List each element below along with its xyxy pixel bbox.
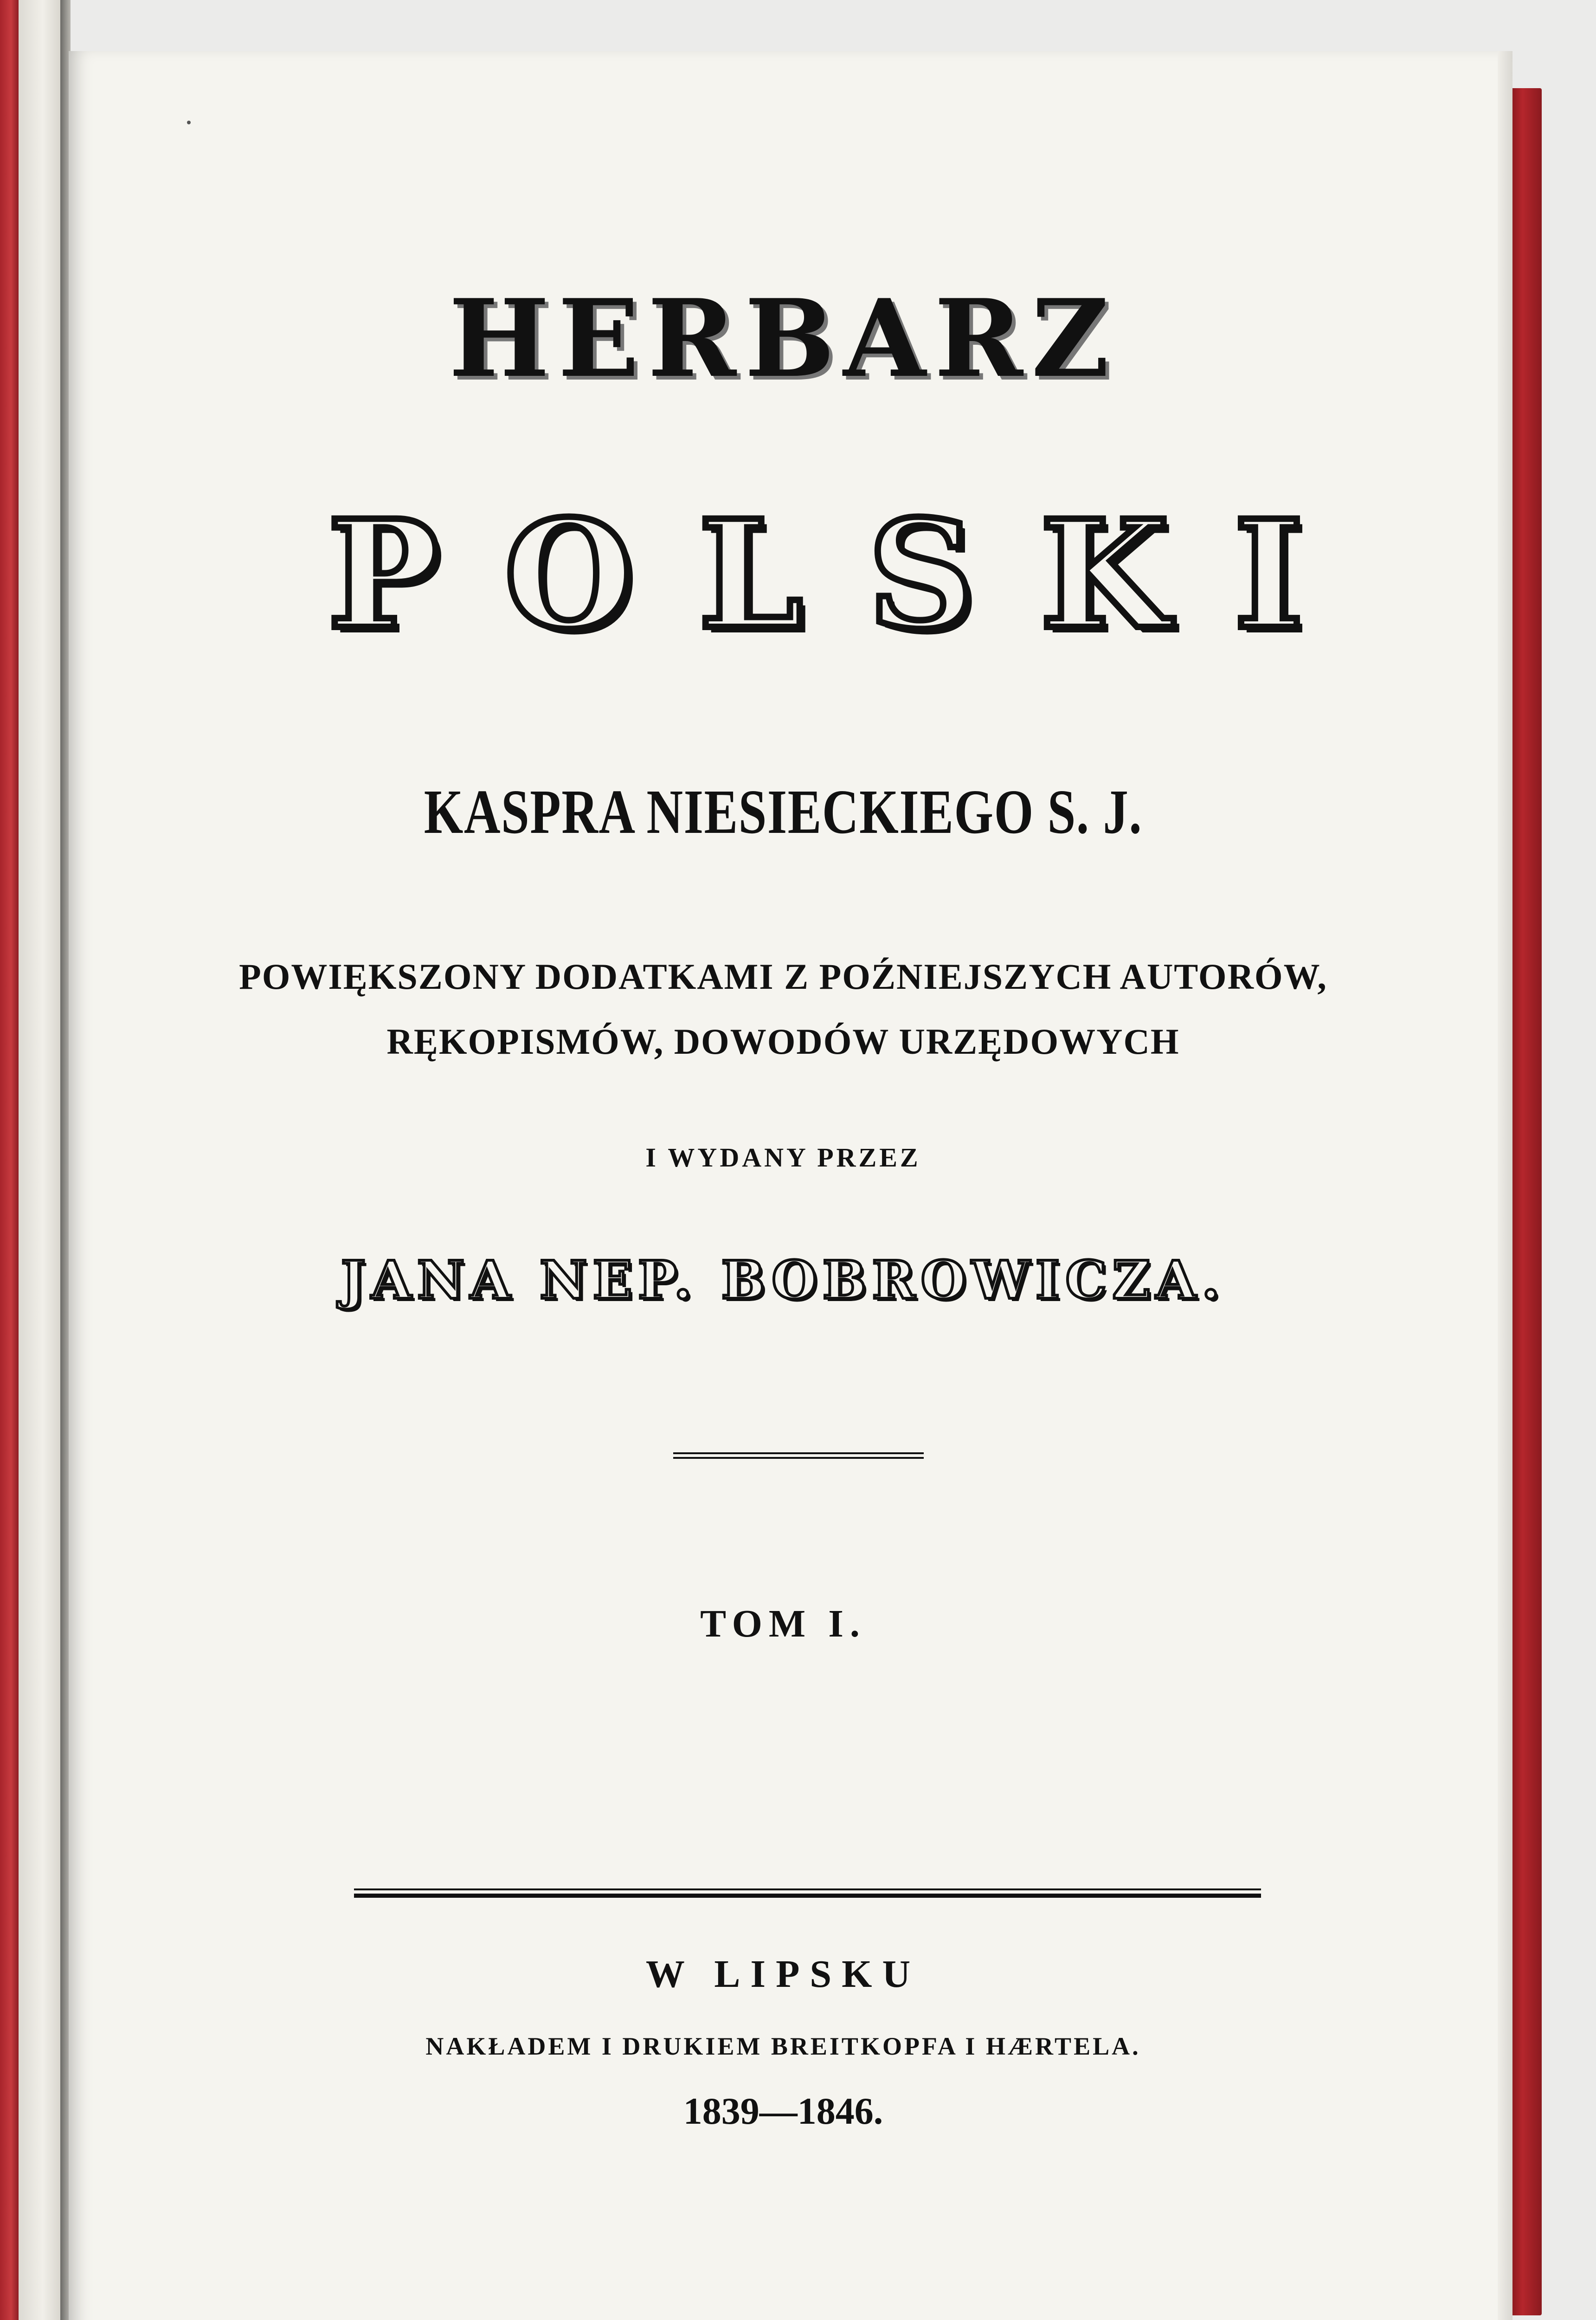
title-line-1: HERBARZ <box>449 276 1118 401</box>
subtitle-line-1: POWIĘKSZONY DODATKAMI Z POŹNIEJSZYCH AUTORÓW, <box>239 956 1327 997</box>
imprint-publisher: NAKŁADEM I DRUKIEM BREITKOPFA I HÆRTELA. <box>425 2032 1141 2060</box>
title-line-2: POLSKI <box>328 488 1369 662</box>
volume-line: TOM I. <box>700 1602 866 1645</box>
editor-line: JANA NEP. BOBROWICZA. <box>341 1250 1226 1311</box>
double-rule-divider <box>673 1452 924 1459</box>
thick-thin-rule-divider <box>354 1888 1261 1898</box>
imprint-years: 1839—1846. <box>683 2090 883 2132</box>
subtitle-line-2: RĘKOPISMÓW, DOWODÓW URZĘDOWYCH <box>386 1021 1180 1062</box>
author-line: KASPRA NIESIECKIEGO S. J. <box>424 777 1143 847</box>
previous-page-edge <box>19 0 63 2320</box>
issued-by-line: I WYDANY PRZEZ <box>645 1142 921 1173</box>
title-page-content <box>69 51 1498 2320</box>
book-cover-left-edge <box>0 0 19 2320</box>
imprint-place: W LIPSKU <box>645 1953 921 1996</box>
